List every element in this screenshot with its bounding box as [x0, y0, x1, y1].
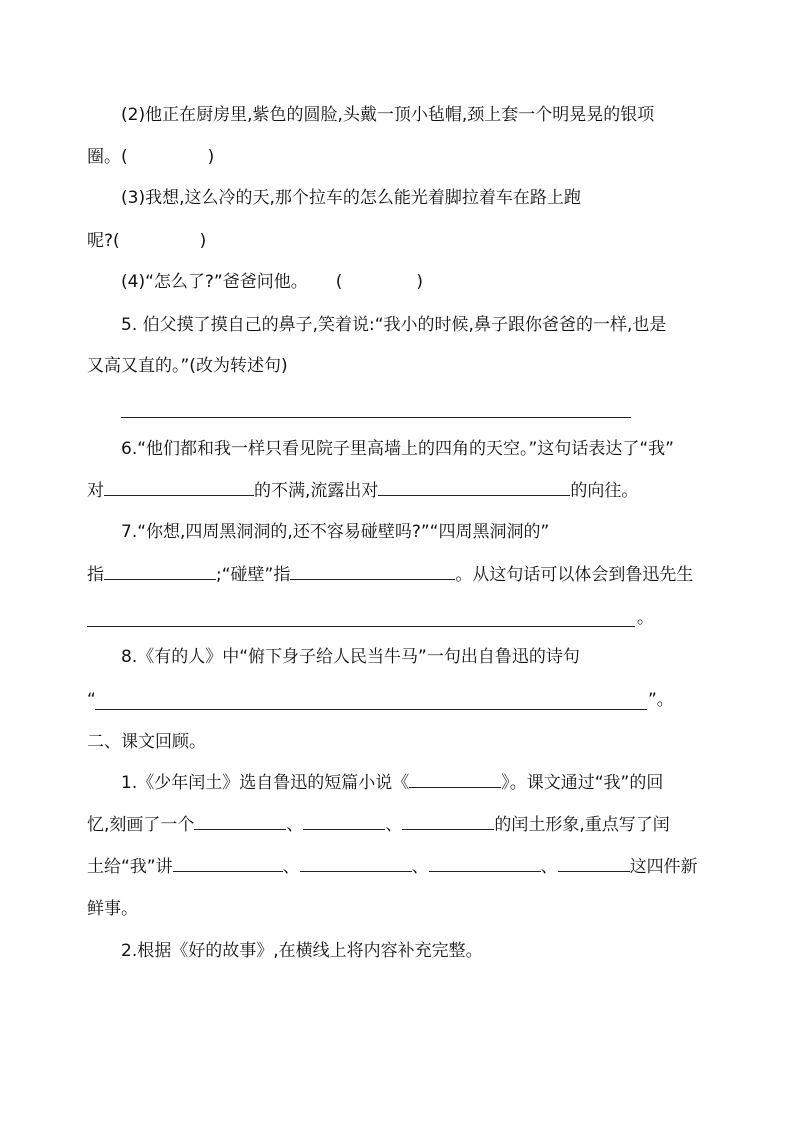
q6-line1: 6.“他们都和我一样只看见院子里高墙上的四角的天空。”这句话表达了“我”	[121, 439, 674, 459]
s2q1-blank-trait-3[interactable]	[402, 813, 494, 830]
s2q1-blank-title[interactable]	[409, 771, 501, 788]
q3-close-paren: )	[199, 231, 207, 251]
q5-answer-line[interactable]	[121, 417, 631, 418]
q2-line2	[87, 145, 214, 169]
q5-line2: 又高又直的。”(改为转述句)	[87, 356, 288, 376]
s2q1-sep-2: 、	[385, 815, 403, 835]
q7-line2	[87, 563, 693, 587]
s2q1-sep-4: 、	[411, 857, 429, 877]
q8-line1: 8.《有的人》中“俯下身子给人民当牛马”一句出自鲁迅的诗句	[121, 647, 580, 667]
s2q1-line3	[87, 855, 698, 879]
s2q1-line2-a: 忆,刻画了一个	[87, 815, 195, 835]
q2-close-paren: )	[207, 147, 215, 167]
q3-open-text: 呢?(	[87, 231, 120, 251]
s2q1-blank-story-4[interactable]	[558, 855, 630, 872]
s2q1-sep-5: 、	[540, 857, 558, 877]
q7-blank-2[interactable]	[290, 563, 455, 580]
s2q1-blank-trait-2[interactable]	[303, 813, 385, 830]
q8-open-quote: “	[87, 690, 96, 710]
section-2-title: 二、课文回顾。	[87, 732, 206, 752]
s2q1-line3-a: 土给“我”讲	[87, 857, 173, 877]
q8-close-quote: ”。	[648, 690, 674, 710]
q7-end-mark: 。	[637, 608, 654, 628]
s2q1-blank-story-2[interactable]	[300, 855, 412, 872]
q6-blank-1[interactable]	[104, 479, 254, 496]
q4-close-paren: )	[416, 272, 423, 292]
s2q1-sep-3: 、	[282, 857, 300, 877]
q6-part-b: 的不满,流露出对	[254, 481, 379, 501]
s2q1-line1-a: 1.《少年闰土》选自鲁迅的短篇小说《	[121, 773, 410, 793]
s2q1-sep-1: 、	[286, 815, 304, 835]
q7-answer-line[interactable]	[87, 626, 635, 627]
s2q1-blank-story-1[interactable]	[173, 855, 283, 872]
q7-part-b: ;“碰壁”指	[216, 565, 291, 585]
q7-line1: 7.“你想,四周黑洞洞的,还不容易碰壁吗?”“四周黑洞洞的”	[121, 522, 550, 542]
q3-line2	[87, 229, 206, 253]
s2q1-line2	[87, 813, 670, 837]
q4-text: (4)“怎么了?”爸爸问他。	[121, 272, 308, 292]
q2-line1: (2)他正在厨房里,紫色的圆脸,头戴一顶小毡帽,颈上套一个明晃晃的银项	[121, 105, 655, 125]
q4-open-paren: (	[335, 272, 343, 292]
q6-part-a: 对	[87, 481, 104, 501]
s2q1-blank-story-3[interactable]	[429, 855, 541, 872]
s2q1-line3-b: 这四件新	[629, 857, 698, 877]
s2q1-line2-b: 的闰土形象,重点写了闰	[494, 815, 670, 835]
s2q2-line: 2.根据《好的故事》,在横线上将内容补充完整。	[121, 941, 483, 961]
q5-line1: 5. 伯父摸了摸自己的鼻子,笑着说:“我小的时候,鼻子跟你爸爸的一样,也是	[121, 315, 667, 335]
q3-line1: (3)我想,这么冷的天,那个拉车的怎么能光着脚拉着车在路上跑	[121, 188, 581, 208]
q6-line2	[87, 479, 638, 503]
s2q1-line4: 鲜事。	[87, 899, 138, 919]
s2q1-line1-b: 》。课文通过“我”的回	[501, 773, 664, 793]
s2q1-line1	[121, 771, 663, 795]
q6-blank-2[interactable]	[378, 479, 570, 496]
q7-part-a: 指	[87, 565, 104, 585]
q2-open-text: 圈。(	[87, 147, 128, 167]
q8-answer-line[interactable]	[95, 709, 647, 710]
q7-blank-1[interactable]	[104, 563, 216, 580]
q6-part-c: 的向往。	[570, 481, 639, 501]
q4-line	[121, 270, 423, 294]
s2q1-blank-trait-1[interactable]	[194, 813, 286, 830]
q7-part-c: 。从这句话可以体会到鲁迅先生	[455, 565, 694, 585]
